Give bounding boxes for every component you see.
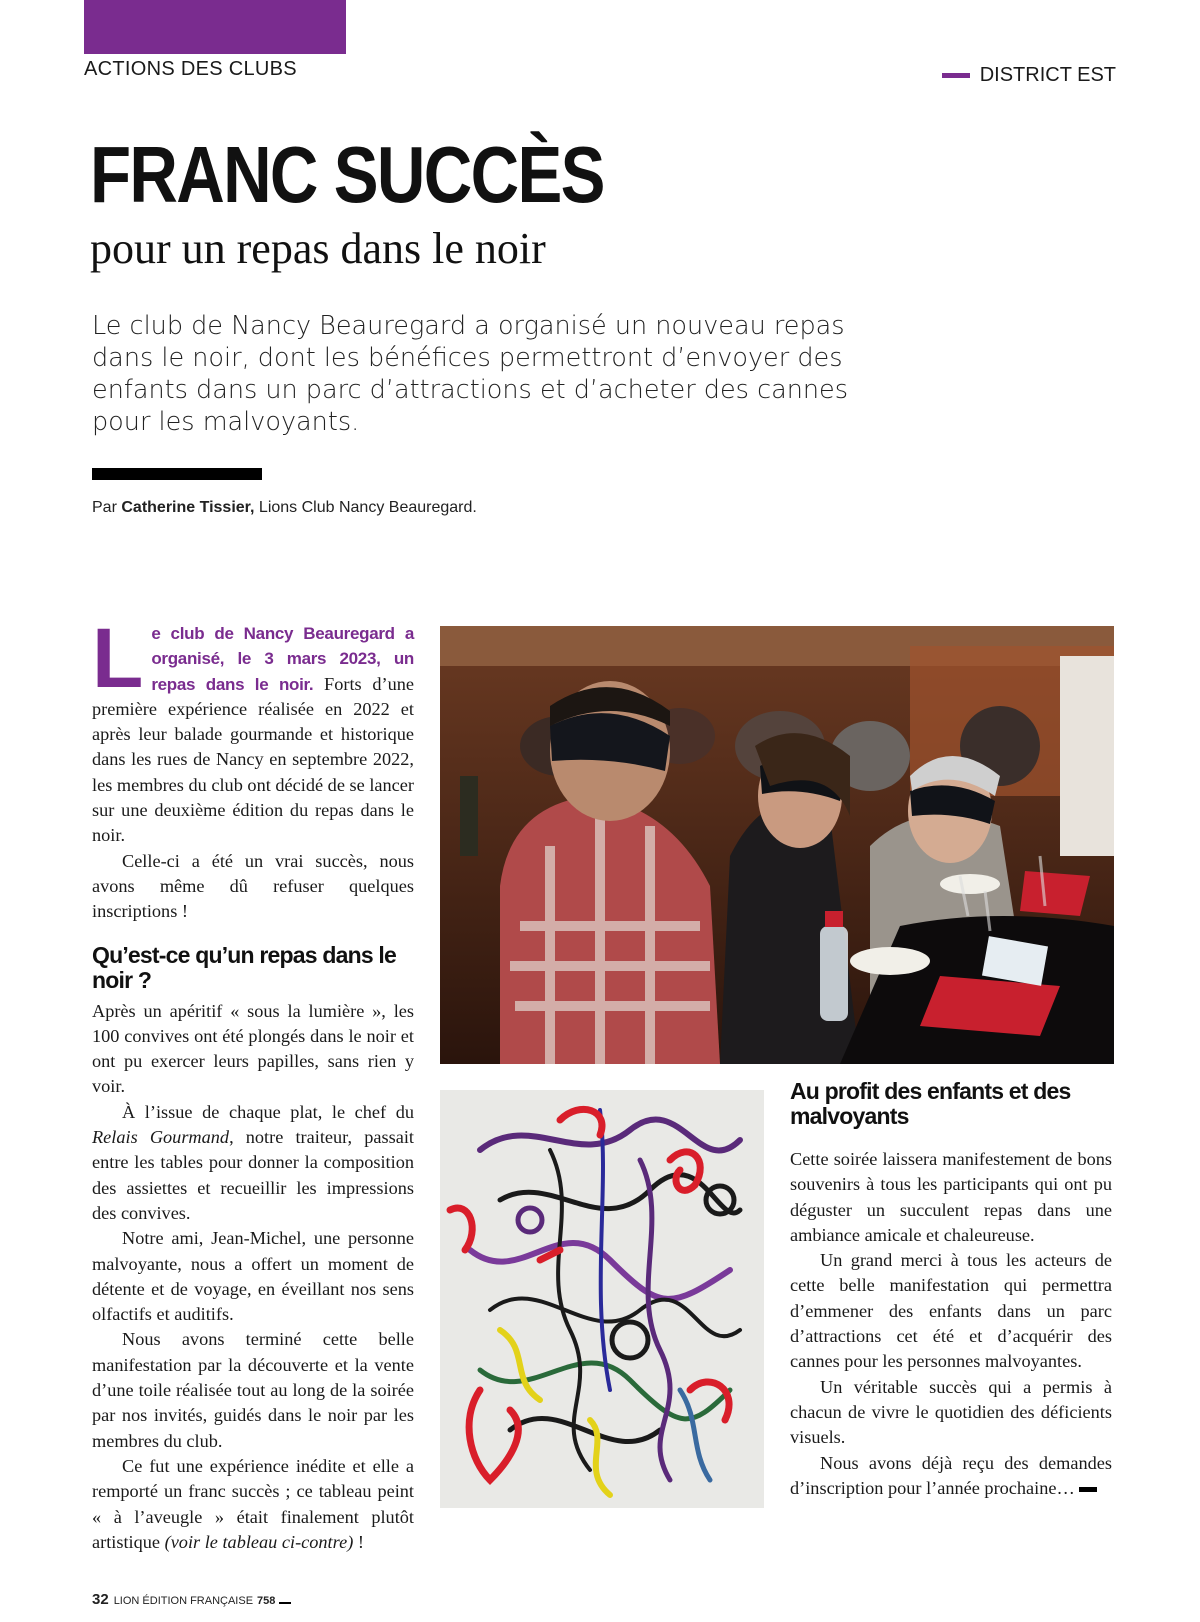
dinner-photo xyxy=(440,626,1114,1064)
end-of-article-mark xyxy=(1079,1487,1097,1492)
article-subtitle: pour un repas dans le noir xyxy=(90,224,546,273)
paragraph-5: Notre ami, Jean-Michel, une personne malvoyante, nous a offert un moment de détente et de voyage, en éveillant nos sens olfactifs et auditifs. xyxy=(92,1228,414,1325)
title-rule xyxy=(92,468,262,480)
p4-restaurant-name: Relais Gourmand xyxy=(92,1127,230,1148)
publication-name: LION ÉDITION FRANÇAISE xyxy=(113,1595,254,1607)
footer-dash xyxy=(279,1602,291,1604)
paragraph-10: Un véritable succès qui a permis à chacun de vivre le quotidien des déficients visuels. xyxy=(790,1376,1112,1448)
article-lead: Le club de Nancy Beauregard a organisé un nouveau repas dans le noir, dont les bénéfices permettront d’envoyer des enfants dans un parc d’attractions et d’acheter des cannes pour les malvoyants. xyxy=(92,311,849,437)
top-accent-bar xyxy=(84,0,346,54)
paragraph-7 xyxy=(92,1454,414,1555)
paragraph-4 xyxy=(92,1100,414,1226)
issue-number: 758 xyxy=(257,1595,276,1607)
section-label: ACTIONS DES CLUBS xyxy=(84,58,297,80)
paragraph-9: Un grand merci à tous les acteurs de cette belle manifestation qui permettra d’emmener des enfants dans un parc d’attractions cet été et d’acquérir des cannes pour les personnes malvoyantes. xyxy=(790,1250,1112,1372)
paragraph-11 xyxy=(790,1451,1112,1502)
paragraph-2: Celle-ci a été un vrai succès, nous avons même dû refuser quelques inscriptions ! xyxy=(92,850,414,922)
intro-paragraph xyxy=(92,611,414,849)
intro-text: Forts d’une première expérience réalisée en 2022 et après leur balade gourmande et historique dans les rues de Nancy en septembre 2022, les membres du club ont décidé de se lancer sur une deuxième édition du repas dans le noir. xyxy=(92,673,414,846)
p4-end: , notre traiteur, passait entre les tables pour donner la composition des assiettes et recueillir les impressions des convives. xyxy=(92,1127,414,1223)
p7-start: Ce fut une expérience inédite et elle a remporté un franc succès ; ce tableau peint « à l’aveugle » était finalement plutôt artistique xyxy=(92,1455,414,1552)
intro-highlight: e club de Nancy Beauregard a organisé, le 3 mars 2023, un repas dans le noir. xyxy=(151,624,414,694)
byline-prefix: Par xyxy=(92,499,117,516)
page-footer xyxy=(92,1591,291,1608)
page-number: 32 xyxy=(92,1591,109,1608)
byline-author: Catherine Tissier, xyxy=(121,499,255,516)
p7-end: ! xyxy=(353,1531,364,1552)
dropcap-letter: L xyxy=(92,611,144,705)
paragraph-8: Cette soirée laissera manifestement de bons souvenirs à tous les participants qui ont pu déguster un succulent repas dans une ambiance amicale et chaleureuse. xyxy=(790,1149,1112,1245)
district-text: DISTRICT EST xyxy=(979,64,1116,86)
byline xyxy=(92,499,477,517)
paragraph-6: Nous avons terminé cette belle manifestation par la découverte et la vente d’une toile réalisée tout au long de la soirée par nos invités, guidés dans le noir par les membres du club. xyxy=(92,1329,414,1451)
district-dash xyxy=(942,73,970,78)
subhead-what-is: Qu’est-ce qu’un repas dans le noir ? xyxy=(92,941,397,993)
subhead-profit: Au profit des enfants et des malvoyants xyxy=(790,1078,1071,1129)
article-title: FRANC SUCCÈS xyxy=(90,130,604,219)
left-column xyxy=(92,611,414,1555)
byline-affiliation: Lions Club Nancy Beauregard. xyxy=(258,499,477,516)
blind-painting-image xyxy=(440,1090,764,1508)
right-column xyxy=(790,1079,1112,1501)
p4-start: À l’issue de chaque plat, le chef du xyxy=(122,1101,414,1122)
p11-text: Nous avons déjà reçu des demandes d’inscription pour l’année prochaine… xyxy=(790,1452,1112,1498)
p7-reference: (voir le tableau ci-contre) xyxy=(164,1531,354,1552)
paragraph-3: Après un apéritif « sous la lumière », les 100 convives ont été plongés dans le noir et ont pu exercer leurs papilles, sans rien y voir. xyxy=(92,1000,414,1097)
district-label xyxy=(942,64,1116,87)
